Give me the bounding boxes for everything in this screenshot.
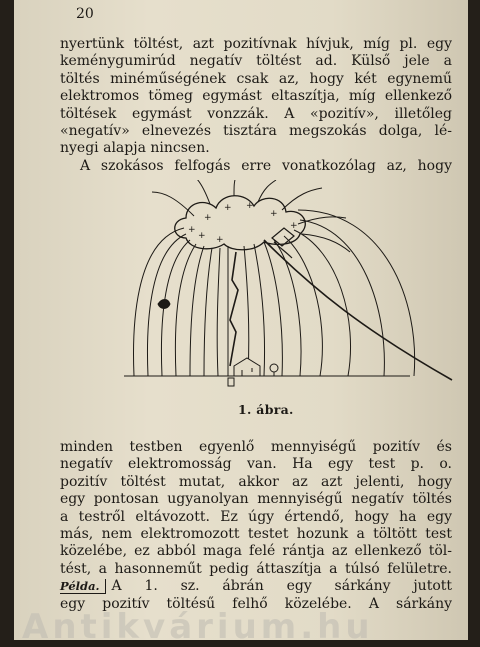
svg-text:+: + bbox=[246, 201, 254, 211]
text-line: tést, a hasonneműt pedig áttaszítja a túlsó felületre. bbox=[60, 560, 452, 577]
text-line: pozitív töltést mutat, akkor az azt jelenti, hogy bbox=[60, 473, 452, 490]
text-line: minden testben egyenlő mennyiségű pozitív és bbox=[60, 439, 452, 455]
figure-illustration bbox=[124, 180, 464, 392]
text-line: töltések egymást vonzzák. A «pozitív», illetőleg bbox=[60, 105, 452, 122]
book-page bbox=[14, 0, 468, 640]
paragraph-top bbox=[60, 36, 452, 175]
example-label: Példa. bbox=[60, 579, 106, 594]
text-line: más, nem elektromozott testet hozunk a töltött test bbox=[60, 526, 452, 543]
example-line bbox=[60, 578, 452, 595]
watermark: Antikvárium.hu bbox=[22, 607, 374, 647]
svg-text:+: + bbox=[270, 209, 278, 219]
figure-caption: 1. ábra. bbox=[238, 402, 294, 417]
text-line: negatív elektromosság van. Ha egy test p. o. bbox=[60, 456, 452, 473]
text-line: töltés minéműségének csak az, hogy két egynemű bbox=[60, 70, 452, 87]
text-line: nyegi alapja nincsen. bbox=[60, 140, 210, 157]
svg-text:+: + bbox=[216, 235, 224, 245]
text-line-indented: A szokásos felfogás erre vonatkozólag az, hogy bbox=[80, 157, 452, 174]
svg-text:+: + bbox=[198, 231, 206, 241]
text-line: «negatív» elnevezés tisztára megszokás dolga, lé- bbox=[60, 123, 452, 140]
example-text: A 1. sz. ábrán egy sárkány jutott bbox=[111, 578, 452, 595]
paragraph-bottom bbox=[60, 439, 452, 613]
svg-text:+: + bbox=[204, 213, 212, 223]
text-line: elektromos tömeg egymást eltaszítja, míg ellenkező bbox=[60, 88, 452, 105]
text-line: egy pozitív töltésű felhő közelébe. A sárkány bbox=[60, 595, 452, 612]
text-line: egy pontosan ugyanolyan mennyiségű negatív töltés bbox=[60, 491, 452, 508]
page-number: 20 bbox=[76, 6, 94, 22]
text-line: a testről eltávozott. Ez úgy értendő, hogy ha egy bbox=[60, 508, 452, 525]
text-line: közelébe, ez abból maga felé rántja az ellenkező töl- bbox=[60, 543, 452, 560]
text-line: keménygumirúd negatív töltést ad. Külső jele a bbox=[60, 53, 452, 70]
svg-text:+: + bbox=[224, 203, 232, 213]
text-line: nyertünk töltést, azt pozitívnak hívjuk, míg pl. egy bbox=[60, 36, 452, 52]
svg-text:+: + bbox=[188, 225, 196, 235]
svg-text:+: + bbox=[290, 221, 298, 231]
